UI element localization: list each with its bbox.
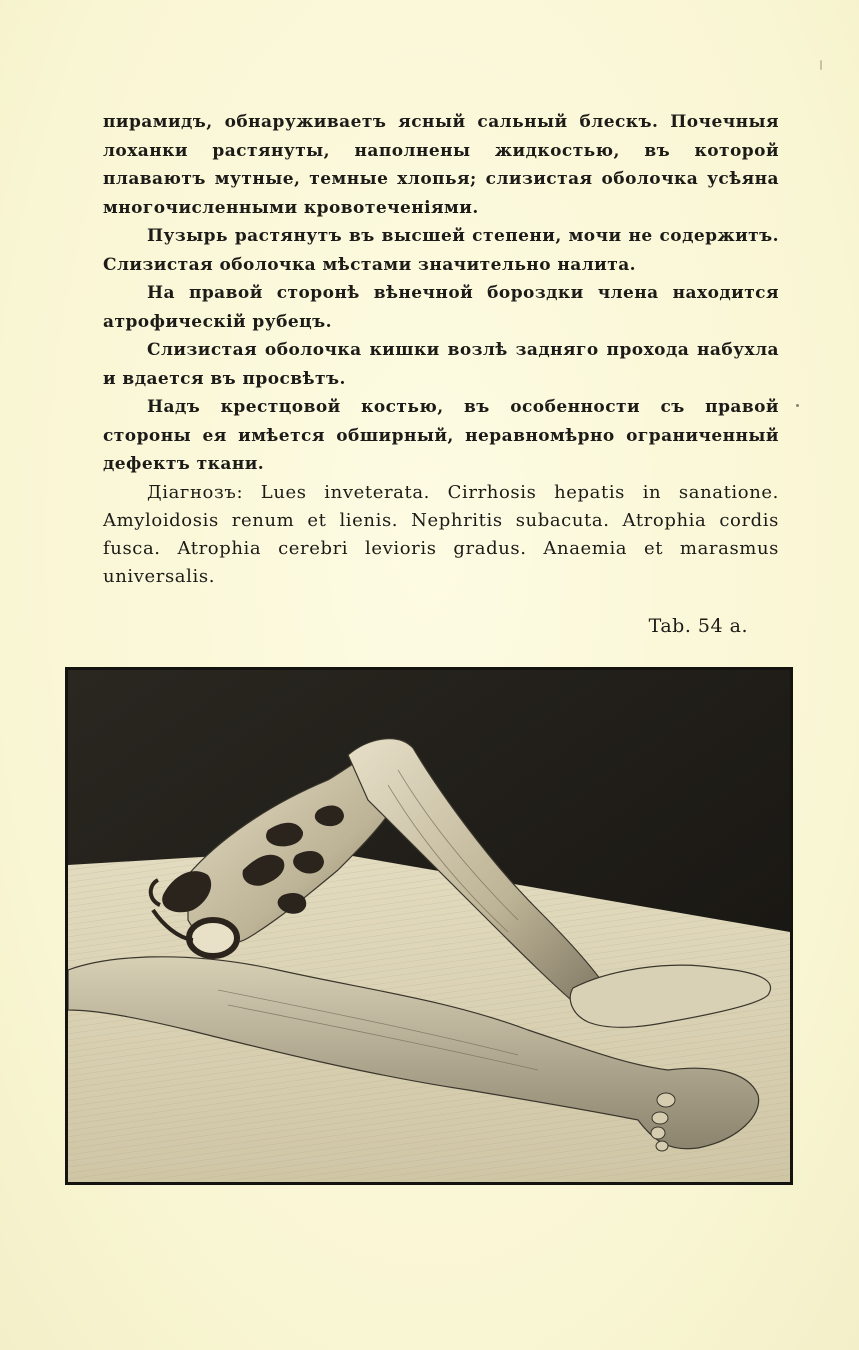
paragraph-bladder: Пузырь растянутъ въ высшей степени, мочи не содержитъ. Слизистая оболочка мѣстами значительно налита. <box>103 226 779 275</box>
paper-speck <box>796 404 799 407</box>
body-text <box>103 108 779 591</box>
paragraph-scar: На правой сторонѣ вѣнечной бороздки члена находится атрофическій рубецъ. <box>103 283 779 332</box>
paragraph-intestine: Слизистая оболочка кишки возлѣ задняго прохода набухла и вдается въ просвѣтъ. <box>103 340 779 389</box>
paragraph-defect: Надъ крестцовой костью, въ особенности съ правой стороны ея имѣется обширный, неравномѣрно ограниченный дефектъ ткани. <box>103 397 779 474</box>
paragraph-diagnosis: Діагнозъ: Lues inveterata. Cirrhosis hepatis in sanatione. Amyloidosis renum et lienis. Nephritis subacuta. Atrophia cordis fusca. Atrophia cerebri levioris gradus. Anaemia et marasmus universalis. <box>103 481 779 587</box>
plate-label: Tab. 54 a. <box>648 615 748 637</box>
paragraph-kidney: пирамидъ, обнаруживаетъ ясный сальный блескъ. Почечныя лоханки растянуты, наполнены жидкостью, въ которой плаваютъ мутные, темные хлопья; слизистая оболочка усѣяна многочисленными кровотеченіями. <box>103 112 779 218</box>
legs-photo-illustration <box>68 670 790 1182</box>
paper-mark <box>820 60 822 70</box>
plate-illustration <box>65 667 793 1185</box>
